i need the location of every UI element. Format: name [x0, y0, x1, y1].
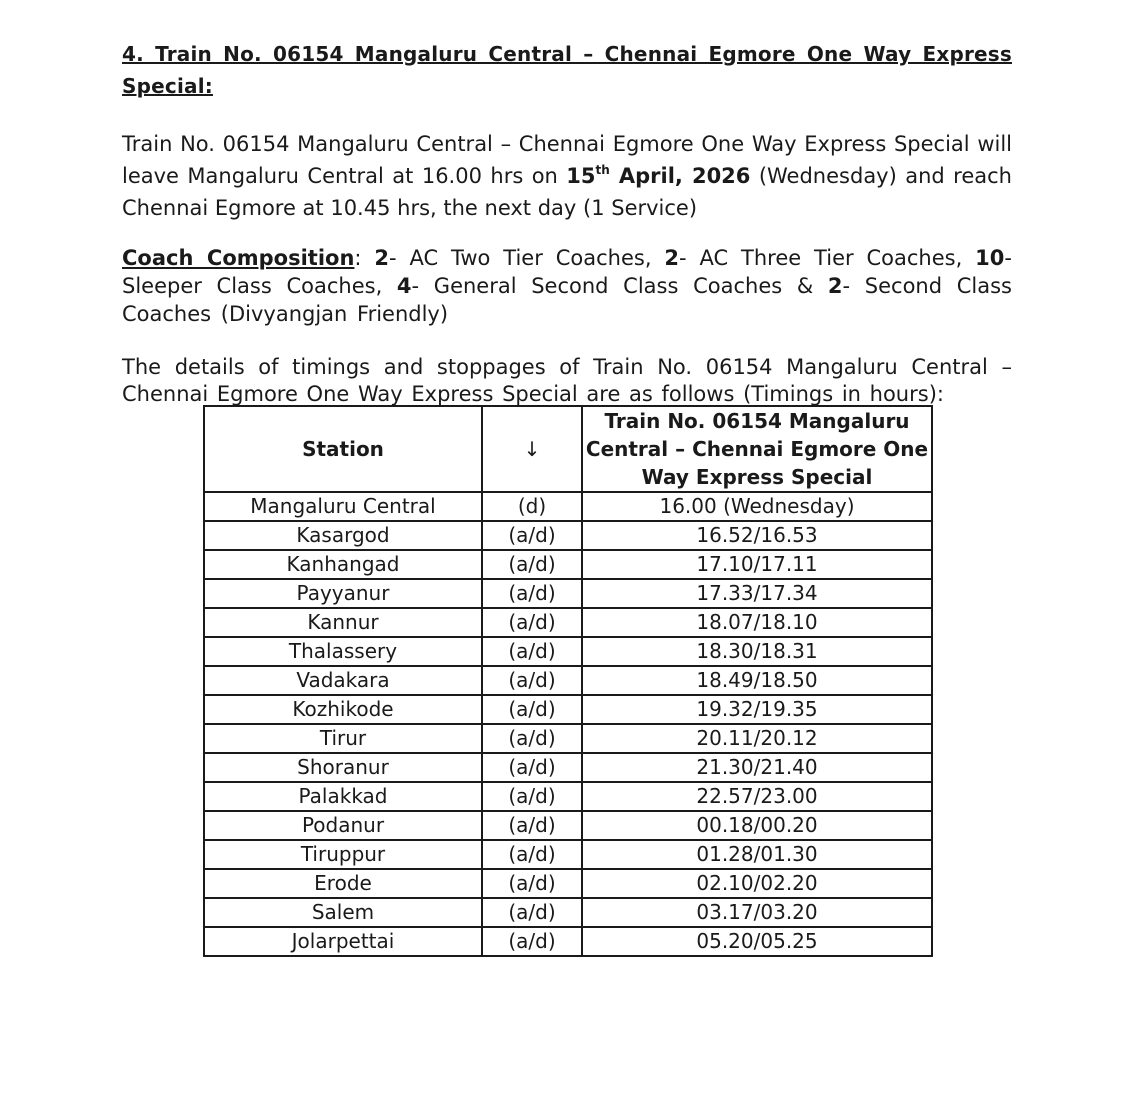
coach-type-2: - AC Three Tier Coaches, [679, 246, 976, 270]
coach-type-3: - Sleeper Class Coaches, [122, 246, 1012, 298]
intro-text-1: Train No. 06154 Mangaluru Central – Chennai Egmore One Way Express Special will leave Mangaluru Central at 16.00 hrs on [122, 132, 1012, 188]
coach-count-2: 2 [664, 246, 680, 270]
time-cell: 19.32/19.35 [582, 695, 932, 724]
station-cell: Kannur [204, 608, 482, 637]
table-row-origin [204, 492, 932, 521]
time-cell: 05.20/05.25 [582, 927, 932, 956]
station-cell: Kasargod [204, 521, 482, 550]
section-heading: 4. Train No. 06154 Mangaluru Central – Chennai Egmore One Way Express Special: [122, 42, 1012, 98]
time-cell: 20.11/20.12 [582, 724, 932, 753]
table-row [204, 695, 932, 724]
time-cell: 00.18/00.20 [582, 811, 932, 840]
station-cell: Kozhikode [204, 695, 482, 724]
station-cell: Kanhangad [204, 550, 482, 579]
type-cell: (a/d) [482, 927, 582, 956]
table-row [204, 608, 932, 637]
coach-type-1: - AC Two Tier Coaches, [389, 246, 665, 270]
intro-date-sup: th [595, 163, 610, 177]
table-row [204, 840, 932, 869]
table-row [204, 753, 932, 782]
table-header-row [204, 406, 932, 492]
coach-count-4: 4 [396, 274, 412, 298]
timetable [203, 405, 933, 957]
type-cell: (a/d) [482, 521, 582, 550]
type-cell: (d) [482, 492, 582, 521]
time-cell: 17.10/17.11 [582, 550, 932, 579]
station-cell: Podanur [204, 811, 482, 840]
table-row [204, 579, 932, 608]
intro-paragraph [122, 128, 1012, 224]
time-cell: 01.28/01.30 [582, 840, 932, 869]
coach-type-4: - General Second Class Coaches & [411, 274, 828, 298]
station-cell: Tiruppur [204, 840, 482, 869]
table-row [204, 637, 932, 666]
station-cell: Palakkad [204, 782, 482, 811]
station-cell: Thalassery [204, 637, 482, 666]
type-cell: (a/d) [482, 724, 582, 753]
intro-date-day: 15 [566, 164, 596, 188]
station-cell: Erode [204, 869, 482, 898]
type-cell: (a/d) [482, 695, 582, 724]
time-cell: 02.10/02.20 [582, 869, 932, 898]
type-cell: (a/d) [482, 811, 582, 840]
document-page [122, 38, 1012, 408]
table-row [204, 898, 932, 927]
table-row [204, 869, 932, 898]
header-arrow: ↓ [482, 406, 582, 492]
intro-date [566, 164, 750, 188]
time-cell: 16.00 (Wednesday) [582, 492, 932, 521]
intro-date-rest: April, 2026 [609, 164, 751, 188]
table-row [204, 521, 932, 550]
coach-count-3: 10 [975, 246, 1005, 270]
station-cell: Payyanur [204, 579, 482, 608]
time-cell: 18.49/18.50 [582, 666, 932, 695]
table-row [204, 782, 932, 811]
coach-composition-paragraph [122, 244, 1012, 328]
table-row [204, 550, 932, 579]
coach-count-5: 2 [827, 274, 843, 298]
table-row [204, 724, 932, 753]
time-cell: 22.57/23.00 [582, 782, 932, 811]
type-cell: (a/d) [482, 753, 582, 782]
time-cell: 17.33/17.34 [582, 579, 932, 608]
coach-colon: : [354, 246, 375, 270]
intro-text-2: (Wednesday) and reach Chennai Egmore at 10.45 hrs, the next day (1 Service) [122, 164, 1012, 220]
coach-type-5: - Second Class Coaches (Divyangjan Friendly) [122, 274, 1012, 326]
type-cell: (a/d) [482, 666, 582, 695]
table-row [204, 811, 932, 840]
type-cell: (a/d) [482, 840, 582, 869]
station-cell: Tirur [204, 724, 482, 753]
type-cell: (a/d) [482, 637, 582, 666]
type-cell: (a/d) [482, 550, 582, 579]
type-cell: (a/d) [482, 608, 582, 637]
table-row [204, 666, 932, 695]
station-cell: Jolarpettai [204, 927, 482, 956]
header-train: Train No. 06154 Mangaluru Central – Chennai Egmore One Way Express Special [582, 406, 932, 492]
time-cell: 16.52/16.53 [582, 521, 932, 550]
station-cell: Salem [204, 898, 482, 927]
station-cell: Shoranur [204, 753, 482, 782]
details-paragraph: The details of timings and stoppages of Train No. 06154 Mangaluru Central – Chennai Egmore One Way Express Special are as follows (Timings in hours): [122, 355, 1012, 406]
header-station: Station [204, 406, 482, 492]
time-cell: 03.17/03.20 [582, 898, 932, 927]
type-cell: (a/d) [482, 869, 582, 898]
type-cell: (a/d) [482, 579, 582, 608]
table-row [204, 927, 932, 956]
type-cell: (a/d) [482, 782, 582, 811]
station-cell: Mangaluru Central [204, 492, 482, 521]
type-cell: (a/d) [482, 898, 582, 927]
time-cell: 18.30/18.31 [582, 637, 932, 666]
coach-count-1: 2 [374, 246, 390, 270]
time-cell: 18.07/18.10 [582, 608, 932, 637]
time-cell: 21.30/21.40 [582, 753, 932, 782]
coach-composition-label: Coach Composition [122, 246, 355, 270]
station-cell: Vadakara [204, 666, 482, 695]
